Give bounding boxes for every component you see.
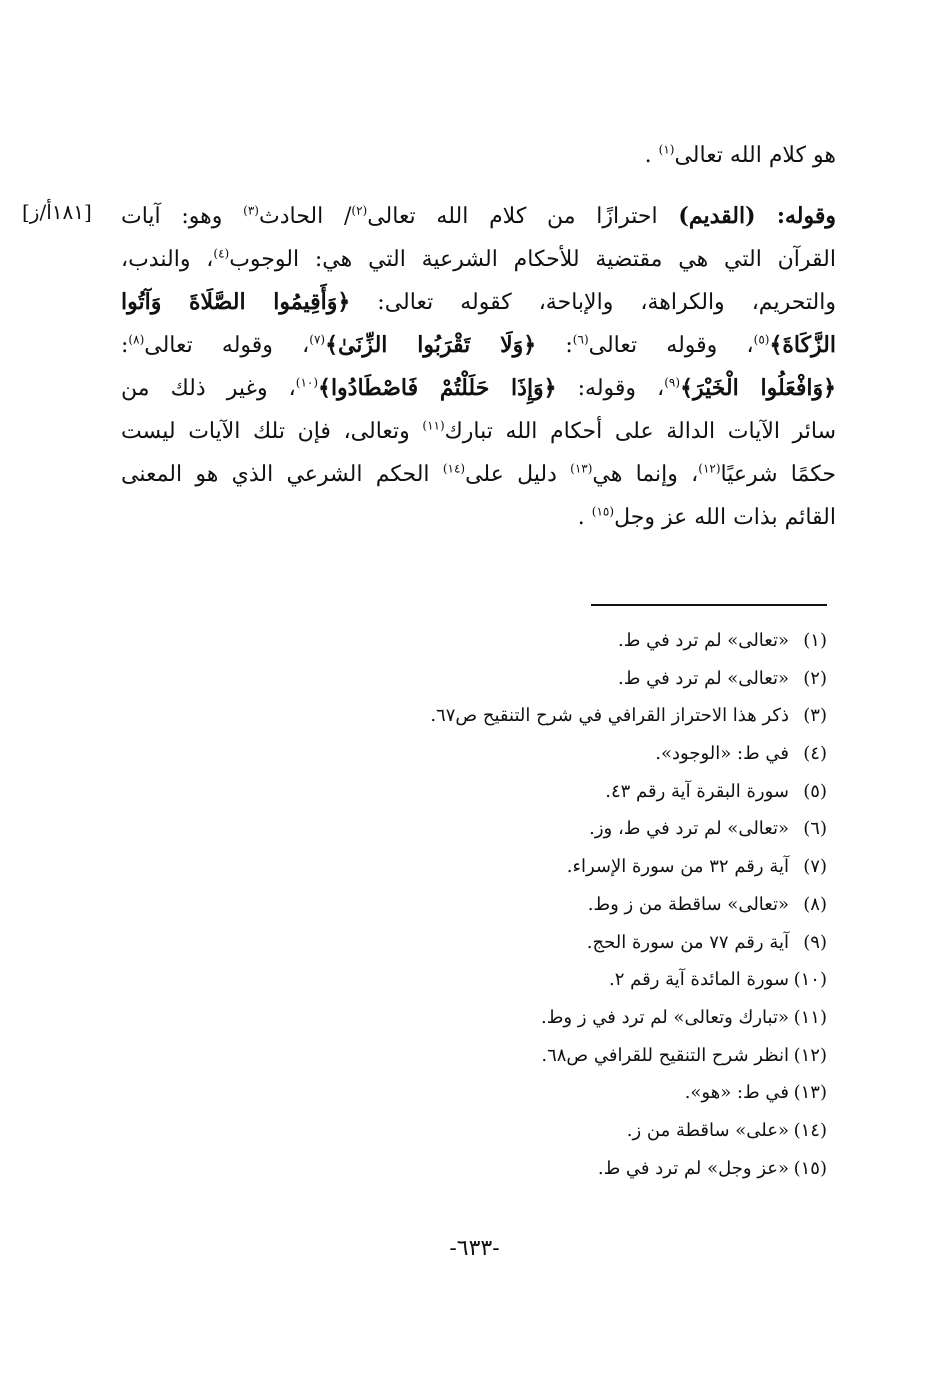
footnote-reference: (١٣): [570, 461, 593, 476]
text-run: ، وقوله تعالى: [588, 333, 754, 358]
footnote-item: [127, 886, 827, 924]
footnote-number: (١٤): [793, 1119, 827, 1141]
footnote-number: (٦): [803, 818, 827, 840]
text-run: حكمًا شرعيًا: [720, 462, 836, 487]
footnote-item: [127, 1150, 827, 1188]
footnote-text: انظر شرح التنقيح للقرافي ص٦٨.: [541, 1044, 789, 1066]
footnote-reference: (١٢): [698, 461, 721, 476]
footnote-item: [127, 697, 827, 735]
footnote-text: «على» ساقطة من ز.: [626, 1119, 789, 1141]
footnote-number: (٤): [803, 743, 827, 765]
footnote-reference: (٣): [243, 203, 259, 218]
text-run: ، والندب،: [121, 247, 214, 272]
footnote-number: (٩): [803, 931, 827, 953]
footnote-reference: (١٤): [442, 461, 466, 476]
footnote-text: في ط: «الوجود».: [655, 743, 789, 765]
footnote-text: «تعالى» لم ترد في ط.: [618, 667, 789, 689]
footnote-item: [127, 1037, 827, 1075]
page-number: -٦٣٣-: [449, 1236, 500, 1261]
bold-text-run: الزَّكَاةَ﴾: [769, 332, 837, 358]
footnote-number: (١٠): [793, 969, 827, 991]
footnote-number: (٧): [803, 856, 827, 878]
text-run: ، وقوله تعالى: [144, 333, 310, 358]
footnote-item: [127, 810, 827, 848]
bold-text-run: ﴿وَأَقِيمُوا الصَّلَاةَ وَآتُوا: [121, 289, 351, 315]
text-run: ، وإنما هي: [592, 462, 699, 487]
text-run: ، وغير ذلك من: [121, 376, 296, 401]
text-line: [121, 195, 836, 238]
footnote-separator: [591, 604, 827, 606]
footnote-number: (٣): [803, 705, 827, 727]
text-run: احترازًا من كلام الله تعالى: [367, 204, 679, 229]
footnote-reference: (٢): [351, 203, 368, 218]
text-run: هو كلام الله تعالى: [674, 143, 836, 168]
text-run: القرآن التي هي مقتضية للأحكام الشرعية التي هي: الوجوب: [229, 247, 837, 272]
text-run: وتعالى، فإن تلك الآيات ليست: [121, 419, 423, 444]
footnote-reference: (٩): [664, 375, 681, 390]
footnote-text: «عز وجل» لم ترد في ط.: [597, 1157, 789, 1179]
text-run: والتحريم، والكراهة، والإباحة، كقوله تعالى:: [350, 290, 836, 315]
text-run: ، وقوله:: [556, 376, 665, 401]
footnote-reference: (١١): [422, 418, 445, 433]
text-line: [121, 324, 836, 367]
text-run: .: [577, 505, 592, 530]
bold-text-run: ﴿وَافْعَلُوا الْخَيْرَ﴾: [680, 375, 836, 401]
text-run: سائر الآيات الدالة على أحكام الله تبارك: [444, 419, 837, 444]
text-run: .: [644, 143, 659, 168]
footnote-text: «تعالى» لم ترد في ط.: [618, 630, 789, 651]
text-run: القائم بذات الله عز وجل: [614, 505, 836, 530]
footnotes-list: [127, 622, 827, 1187]
footnote-text: «تعالى» لم ترد في ط، وز.: [589, 818, 789, 840]
text-line: [121, 496, 836, 539]
bold-text-run: وقوله: (القديم): [678, 203, 837, 229]
footnote-number: (٨): [803, 893, 827, 915]
footnote-item: [127, 735, 827, 773]
footnote-text: آية رقم ٧٧ من سورة الحج.: [586, 931, 789, 953]
footnote-number: (٥): [803, 780, 827, 802]
footnote-text: سورة البقرة آية رقم ٤٣.: [605, 780, 789, 802]
footnote-reference: (٦): [572, 332, 589, 347]
footnote-text: «تبارك وتعالى» لم ترد في ز وط.: [541, 1006, 789, 1028]
footnote-number: (١): [803, 630, 827, 651]
text-run: وهو: آيات: [121, 204, 244, 229]
footnote-item: [127, 622, 827, 660]
footnote-text: سورة المائدة آية رقم ٢.: [609, 969, 789, 991]
footnote-reference: (١٥): [591, 504, 615, 519]
footnote-reference: (١٠): [295, 375, 319, 390]
text-run: :: [121, 333, 129, 358]
footnote-reference: (٥): [753, 332, 770, 347]
footnote-item: [127, 1074, 827, 1112]
footnote-number: (١٣): [793, 1082, 827, 1104]
footnote-number: (٢): [803, 667, 827, 689]
text-run: / الحادث: [258, 204, 352, 229]
body-paragraph-intro: [121, 134, 836, 177]
text-line: [121, 367, 836, 410]
footnote-text: ذكر هذا الاحتراز القرافي في شرح التنقيح ص٦٧.: [430, 705, 789, 727]
footnote-item: [127, 1112, 827, 1150]
text-line: [121, 134, 836, 177]
footnote-item: [127, 773, 827, 811]
footnote-reference: (٨): [128, 332, 145, 347]
text-line: [121, 453, 836, 496]
footnote-item: [127, 961, 827, 999]
footnote-item: [127, 660, 827, 698]
text-run: دليل على: [465, 462, 571, 487]
text-line: [121, 238, 836, 281]
footnote-text: في ط: «هو».: [684, 1082, 789, 1104]
text-run: :: [536, 333, 573, 358]
text-line: [121, 410, 836, 453]
footnote-text: آية رقم ٣٢ من سورة الإسراء.: [566, 856, 789, 878]
footnote-number: (١٥): [793, 1157, 827, 1179]
footnote-text: «تعالى» ساقطة من ز وط.: [587, 893, 789, 915]
footnote-item: [127, 924, 827, 962]
text-line: [121, 281, 836, 324]
footnote-number: (١١): [793, 1006, 827, 1028]
bold-text-run: ﴿وَلَا تَقْرَبُوا الزِّنَىٰ﴾: [325, 332, 537, 358]
bold-text-run: ﴿وَإِذَا حَلَلْتُمْ فَاصْطَادُوا﴾: [318, 375, 557, 401]
manuscript-folio-marker: [١٨١أ/ز]: [22, 200, 92, 224]
body-paragraph-main: [121, 195, 836, 539]
footnote-reference: (٧): [309, 332, 326, 347]
text-run: الحكم الشرعي الذي هو المعنى: [121, 462, 443, 487]
footnote-number: (١٢): [793, 1044, 827, 1066]
footnote-reference: (٤): [213, 246, 230, 261]
footnote-item: [127, 848, 827, 886]
footnote-item: [127, 999, 827, 1037]
footnote-reference: (١): [658, 142, 675, 157]
